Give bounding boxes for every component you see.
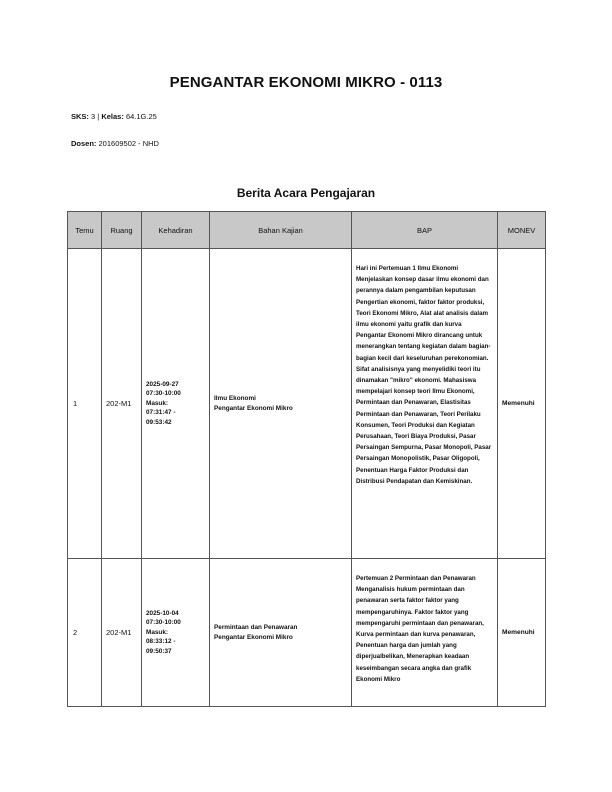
sks-label: SKS: — [71, 112, 89, 121]
course-info — [71, 112, 157, 121]
cell-kehadiran — [142, 559, 210, 707]
table-row — [68, 559, 546, 707]
lecturer-info — [71, 139, 159, 148]
cell-temu: 2 — [68, 559, 102, 707]
sks-value: 3 — [91, 112, 96, 121]
cell-bahan-kajian — [210, 559, 352, 707]
cell-bahan-kajian — [210, 249, 352, 559]
bahan-kajian-topic: Permintaan dan Penawaran — [214, 624, 298, 631]
col-header-temu: Temu — [68, 212, 102, 249]
kehadiran-date: 2025-10-04 — [146, 609, 179, 617]
col-header-monev: MONEV — [498, 212, 546, 249]
cell-monev: Memenuhi — [498, 559, 546, 707]
cell-ruang: 202-M1 — [102, 559, 142, 707]
section-title: Berita Acara Pengajaran — [236, 186, 376, 200]
cell-bap: Hari ini Pertemuan 1 Ilmu Ekonomi Menjelaskan konsep dasar ilmu ekonomi dan perannya dalam pengambilan keputusan Pengertian ekonomi, faktor faktor produksi, Teori Ekonomi Mikro, Alat alat analisis dalam ilmu ekonomi yaitu grafik dan kurva Pengantar Ekonomi Mikro dirancang untuk menerangkan tentang kegiatan dalam bagian-bagian kecil dari keseluruhan perekonomian. Sifat analisisnya yang menyelidiki teori itu dinamakan "mikro" ekonomi. Mahasiswa mempelajari konsep teori Ilmu Ekonomi, Permintaan dan Penawaran, Elastisitas Permintaan dan Penawaran, Teori Perilaku Konsumen, Teori Produksi dan Kegiatan Perusahaan, Teori Biaya Produksi, Pasar Persaingan Sempurna, Pasar Monopoli, Pasar Persaingan Monopolistik, Pasar Oligopoli, Penentuan Harga Faktor Produksi dan Distribusi Pendapatan dan Kemiskinan. — [352, 249, 498, 559]
page-title: PENGANTAR EKONOMI MIKRO - 0113 — [169, 74, 443, 91]
kehadiran-schedule: 07:30-10:00 — [146, 390, 181, 398]
cell-ruang: 202-M1 — [102, 249, 142, 559]
separator: | — [97, 112, 100, 121]
teaching-report-table — [67, 211, 546, 707]
kehadiran-label: Masuk: — [146, 399, 169, 407]
kehadiran-out: 09:50:37 — [146, 647, 172, 655]
cell-monev: Memenuhi — [498, 249, 546, 559]
col-header-ruang: Ruang — [102, 212, 142, 249]
kehadiran-date: 2025-09-27 — [146, 380, 179, 388]
kehadiran-schedule: 07:30-10:00 — [146, 619, 181, 627]
col-header-kehadiran: Kehadiran — [142, 212, 210, 249]
dosen-value: 201609502 - NHD — [98, 139, 159, 148]
kehadiran-in: 08:33:12 - — [146, 638, 176, 646]
kelas-label: Kelas: — [101, 112, 124, 121]
cell-kehadiran — [142, 249, 210, 559]
cell-bap: Pertemuan 2 Permintaan dan Penawaran Menganalisis hukum permintaan dan penawaran serta faktor faktor yang mempengaruhinya. Faktor faktor yang mempengaruhi permintaan dan penawaran, Kurva permintaan dan kurva penawaran, Penentuan harga dan jumlah yang diperjualbelikan, Menerapkan keadaan keseimbangan secara angka dan grafik Ekonomi Mikro — [352, 559, 498, 707]
kelas-value: 64.1G.25 — [125, 112, 157, 121]
col-header-bap: BAP — [352, 212, 498, 249]
kehadiran-out: 09:53:42 — [146, 418, 172, 426]
col-header-bahan-kajian: Bahan Kajian — [210, 212, 352, 249]
kehadiran-in: 07:31:47 - — [146, 409, 176, 417]
kehadiran-label: Masuk: — [146, 628, 169, 636]
bahan-kajian-course: Pengantar Ekonomi Mikro — [214, 633, 293, 641]
bahan-kajian-topic: Ilmu Ekonomi — [214, 395, 256, 402]
cell-temu: 1 — [68, 249, 102, 559]
table-header-row — [68, 212, 546, 249]
table-row — [68, 249, 546, 559]
dosen-label: Dosen: — [71, 139, 97, 148]
bahan-kajian-course: Pengantar Ekonomi Mikro — [214, 404, 293, 412]
